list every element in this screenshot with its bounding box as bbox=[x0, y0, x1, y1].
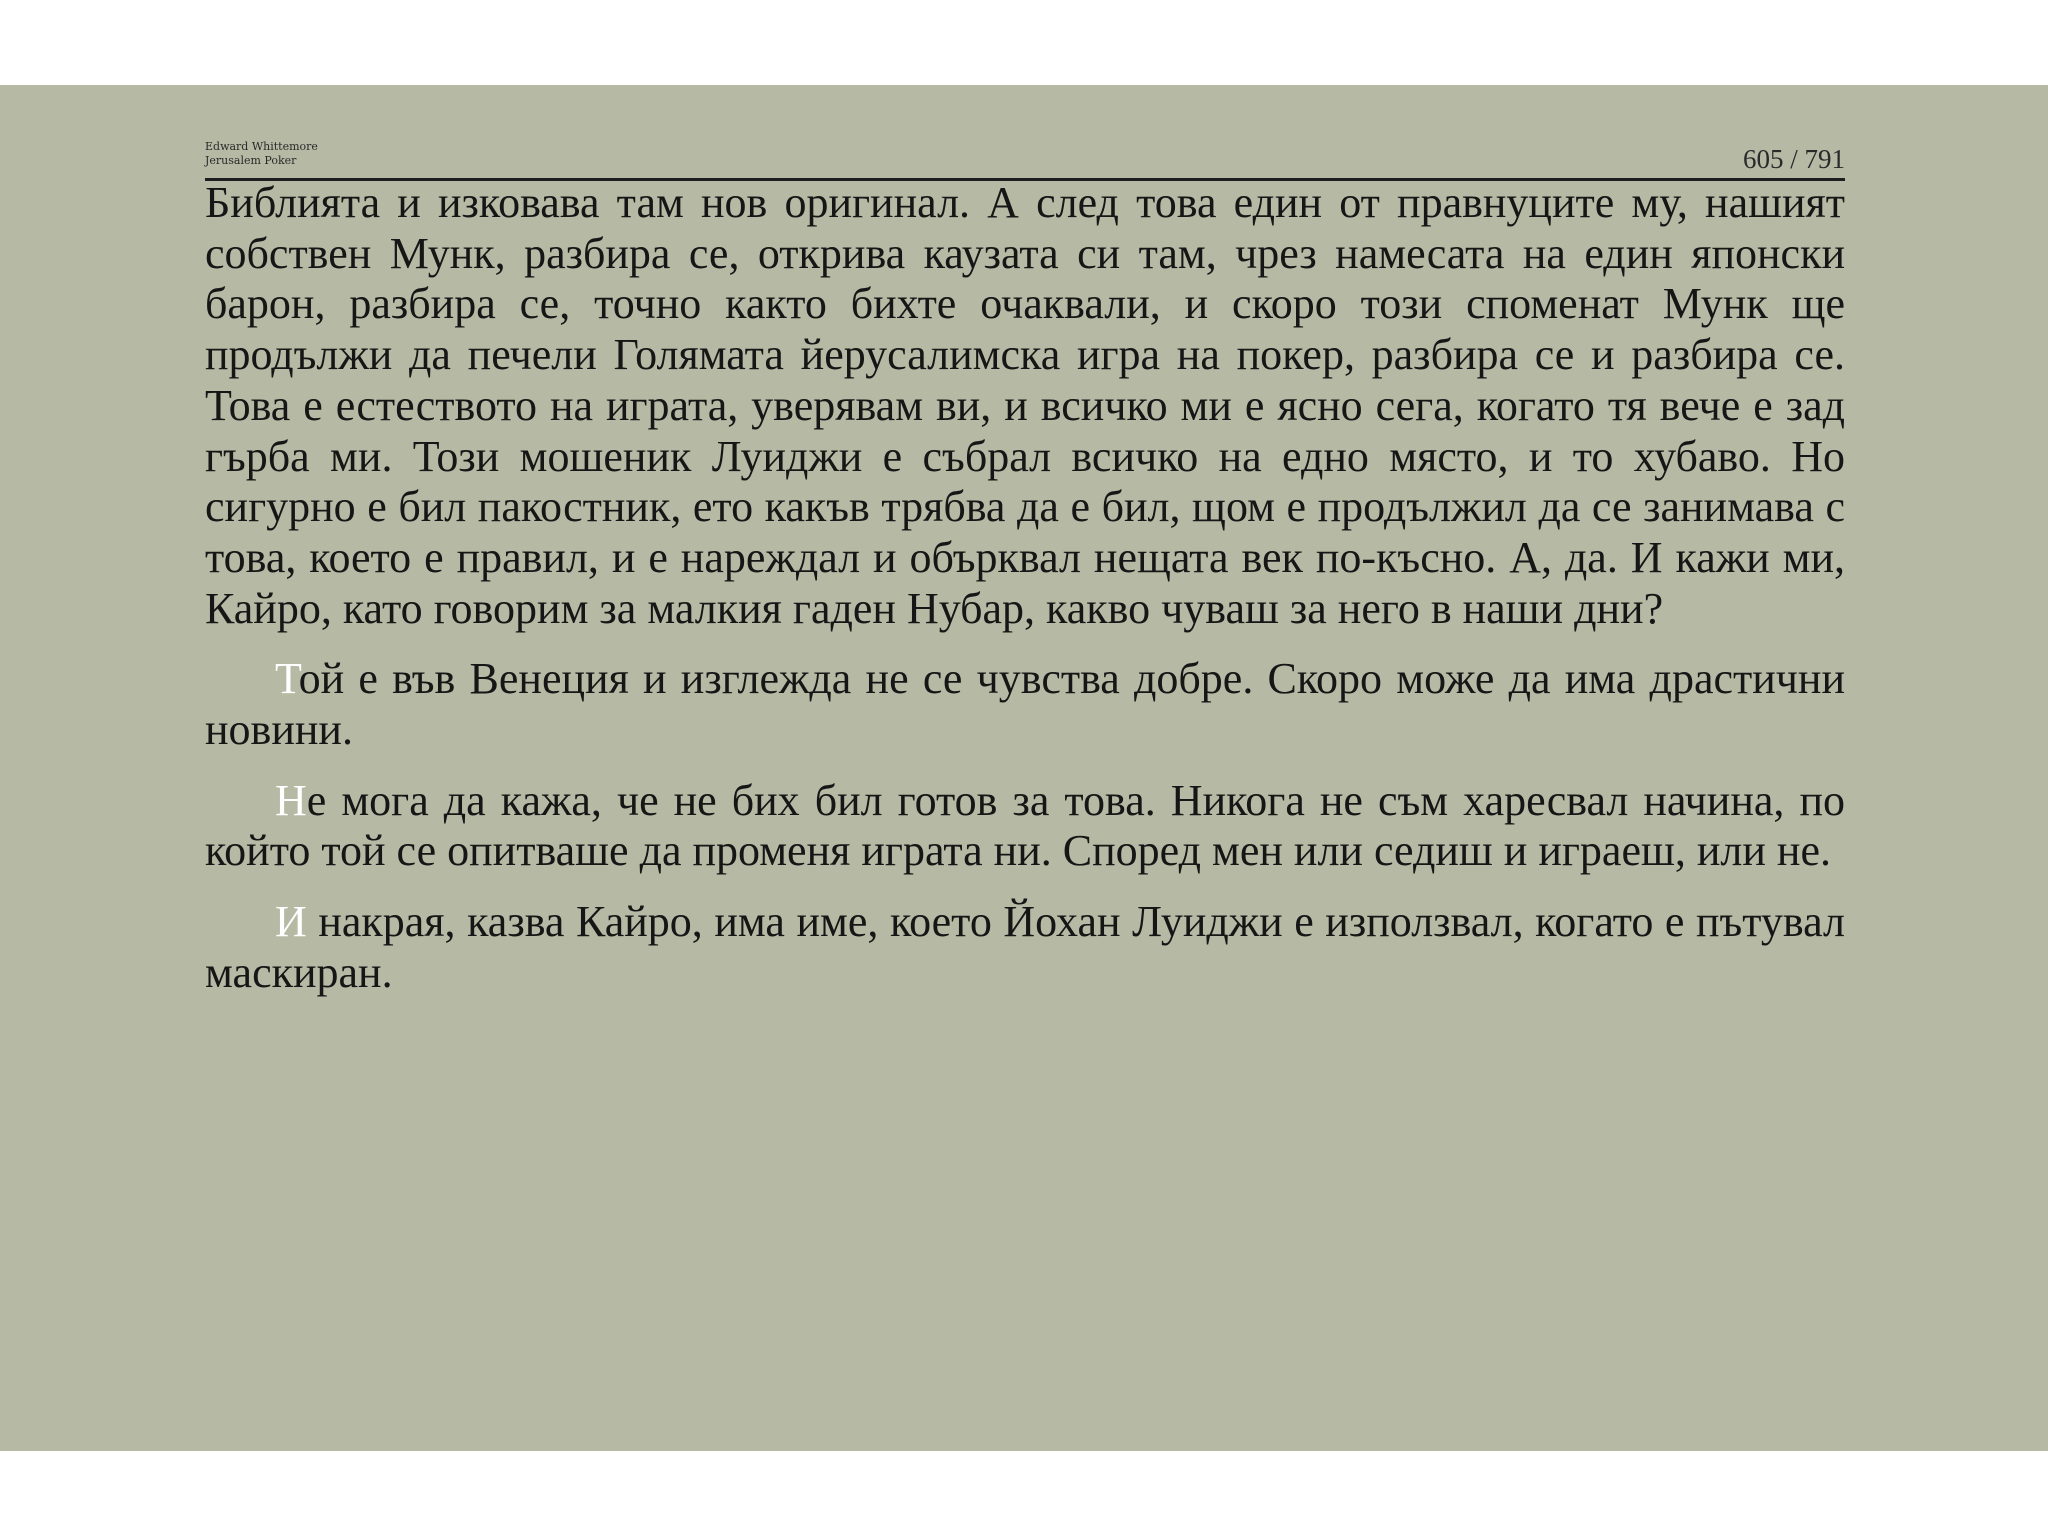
paragraph-text: накрая, казва Кайро, има име, което Йохан Луиджи е използвал, когато е пътувал маскиран. bbox=[205, 897, 1856, 997]
paragraph bbox=[205, 897, 1856, 998]
paragraph-initial: И bbox=[275, 897, 307, 947]
page-indicator: 605 / 791 bbox=[1742, 144, 1845, 174]
author-name: Edward Whittemore bbox=[205, 140, 318, 153]
running-head bbox=[205, 140, 318, 168]
paragraph bbox=[205, 776, 1845, 877]
book-title: Jerusalem Poker bbox=[205, 154, 297, 167]
paragraph-initial: Н bbox=[275, 775, 307, 825]
paragraph bbox=[205, 178, 1845, 634]
page-header bbox=[205, 138, 1845, 181]
paragraph-text: ой е във Венеция и изглежда не се чувства добре. Скоро може да има драстични новини. bbox=[205, 654, 1845, 755]
paragraph-text: Библията и изковава там нов оригинал. А след това един от правнуците му, нашият собствен Мунк, разбира се, открива каузата си там, чрез намесата на един японски барон, разбира се, точно както бихте очаквали, и скоро този споменат Мунк ще продължи да печели Голямата йерусалимска игра на покер, разбира се и разбира се. Това е естеството на играта, уверявам ви, и всичко ми е ясно сега, когато тя вече е зад гърба ми. Този мошеник Луиджи е събрал всичко на едно място, и то хубаво. Но сигурно е бил пакостник, ето какъв трябва да е бил, щом е продължил да се занимава с това, което е правил, и е нареждал и обърквал нещата век по-късно. А, да. И кажи ми, Кайро, като говорим за малкия гаден Нубар, какво чуваш за него в наши дни? bbox=[205, 178, 1845, 633]
book-text bbox=[205, 178, 1856, 1019]
paragraph-initial: Т bbox=[275, 654, 299, 704]
paragraph-text: е мога да кажа, че не бих бил готов за това. Никога не съм харесвал начина, по който той се опитваше да променя играта ни. Според мен или седиш и играеш, или не. bbox=[205, 775, 1845, 876]
paragraph bbox=[205, 654, 1845, 755]
